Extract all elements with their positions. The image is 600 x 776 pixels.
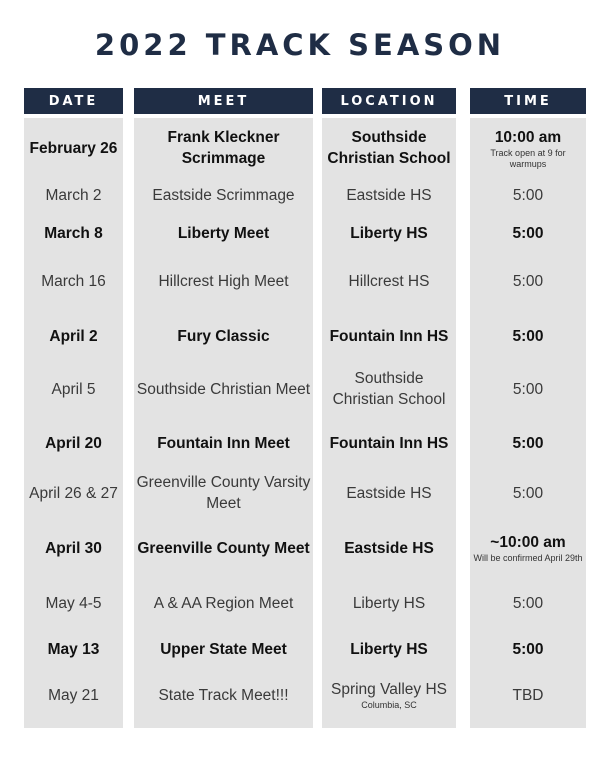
meet-text: Fury Classic xyxy=(177,327,270,345)
location-text: Liberty HS xyxy=(350,224,428,242)
meet-text: Fountain Inn Meet xyxy=(157,434,290,452)
location-text: Eastside HS xyxy=(346,186,432,204)
time-text: 5:00 xyxy=(512,434,544,452)
date-text: March 2 xyxy=(45,186,102,204)
date-text: March 8 xyxy=(44,224,103,242)
time-text: 5:00 xyxy=(512,272,544,290)
cell-location xyxy=(324,210,454,256)
cell-time xyxy=(472,626,584,672)
time-note: Will be confirmed April 29th xyxy=(473,553,583,563)
cell-location xyxy=(324,525,454,571)
time-text: 10:00 am xyxy=(494,128,562,146)
header-date: DATE xyxy=(24,88,123,114)
meet-text: Liberty Meet xyxy=(177,224,270,242)
meet-text: Frank Kleckner Scrimmage xyxy=(167,129,280,167)
date-text: March 16 xyxy=(41,272,106,290)
meet-text: Upper State Meet xyxy=(160,640,287,658)
header-meet: MEET xyxy=(134,88,313,114)
cell-date xyxy=(26,672,121,718)
meet-text: State Track Meet!!! xyxy=(158,686,289,704)
date-text: April 26 & 27 xyxy=(29,484,118,502)
date-text: May 4-5 xyxy=(45,594,102,612)
location-text: Fountain Inn HS xyxy=(329,434,449,452)
cell-date xyxy=(26,258,121,304)
cell-location xyxy=(324,580,454,626)
cell-time xyxy=(472,525,584,571)
location-text: Southside Christian School xyxy=(332,370,446,408)
location-text: Eastside HS xyxy=(346,484,432,502)
location-text: Liberty HS xyxy=(352,594,426,612)
cell-time xyxy=(472,258,584,304)
date-text: April 30 xyxy=(45,539,102,557)
cell-date xyxy=(26,210,121,256)
cell-meet xyxy=(136,580,311,626)
cell-time xyxy=(472,672,584,718)
header-time: TIME xyxy=(470,88,586,114)
meet-text: Eastside Scrimmage xyxy=(152,186,295,204)
cell-date xyxy=(26,366,121,412)
location-text: Liberty HS xyxy=(350,640,428,658)
time-text: 5:00 xyxy=(512,380,544,398)
cell-location xyxy=(324,672,454,718)
cell-time xyxy=(472,580,584,626)
cell-meet xyxy=(136,313,311,359)
cell-meet xyxy=(136,125,311,171)
cell-time xyxy=(472,125,584,171)
header-location: LOCATION xyxy=(322,88,456,114)
cell-meet xyxy=(136,672,311,718)
date-text: February 26 xyxy=(29,139,118,157)
cell-location xyxy=(324,366,454,412)
cell-meet xyxy=(136,258,311,304)
location-text: Eastside HS xyxy=(344,539,434,557)
time-text: 5:00 xyxy=(512,327,544,345)
time-text: 5:00 xyxy=(512,224,544,242)
cell-location xyxy=(324,626,454,672)
location-text: Fountain Inn HS xyxy=(329,327,449,345)
cell-location xyxy=(324,313,454,359)
cell-meet xyxy=(136,210,311,256)
cell-meet xyxy=(136,420,311,466)
date-text: May 13 xyxy=(47,640,100,658)
cell-meet xyxy=(136,470,311,516)
time-text: 5:00 xyxy=(512,594,544,612)
cell-location xyxy=(324,470,454,516)
cell-location xyxy=(324,258,454,304)
time-text: 5:00 xyxy=(512,186,544,204)
time-note: Track open at 9 for warmups xyxy=(490,147,566,169)
cell-date xyxy=(26,525,121,571)
cell-location xyxy=(324,125,454,171)
time-text: ~10:00 am xyxy=(490,534,566,551)
meet-text: Greenville County Varsity Meet xyxy=(136,474,311,512)
date-text: May 21 xyxy=(48,686,99,704)
cell-time xyxy=(472,420,584,466)
cell-time xyxy=(472,313,584,359)
meet-text: Southside Christian Meet xyxy=(136,380,311,398)
cell-date xyxy=(26,125,121,171)
cell-meet xyxy=(136,525,311,571)
date-text: April 2 xyxy=(49,327,98,345)
date-text: April 5 xyxy=(51,380,96,398)
cell-date xyxy=(26,580,121,626)
location-text: Southside Christian School xyxy=(327,129,451,167)
cell-date xyxy=(26,313,121,359)
cell-date xyxy=(26,420,121,466)
cell-meet xyxy=(136,626,311,672)
time-text: 5:00 xyxy=(512,640,544,658)
meet-text: Hillcrest High Meet xyxy=(158,272,289,290)
meet-text: A & AA Region Meet xyxy=(153,594,294,612)
cell-date xyxy=(26,626,121,672)
page-title: 2022 TRACK SEASON xyxy=(94,28,506,62)
cell-time xyxy=(472,210,584,256)
location-note: Columbia, SC xyxy=(361,700,417,710)
cell-time xyxy=(472,366,584,412)
cell-location xyxy=(324,420,454,466)
cell-date xyxy=(26,470,121,516)
cell-meet xyxy=(136,366,311,412)
meet-text: Greenville County Meet xyxy=(137,539,310,557)
location-text: Spring Valley HS xyxy=(330,681,447,698)
time-text: 5:00 xyxy=(512,484,544,502)
cell-time xyxy=(472,470,584,516)
time-text: TBD xyxy=(512,686,544,704)
date-text: April 20 xyxy=(45,434,102,452)
location-text: Hillcrest HS xyxy=(348,272,430,290)
